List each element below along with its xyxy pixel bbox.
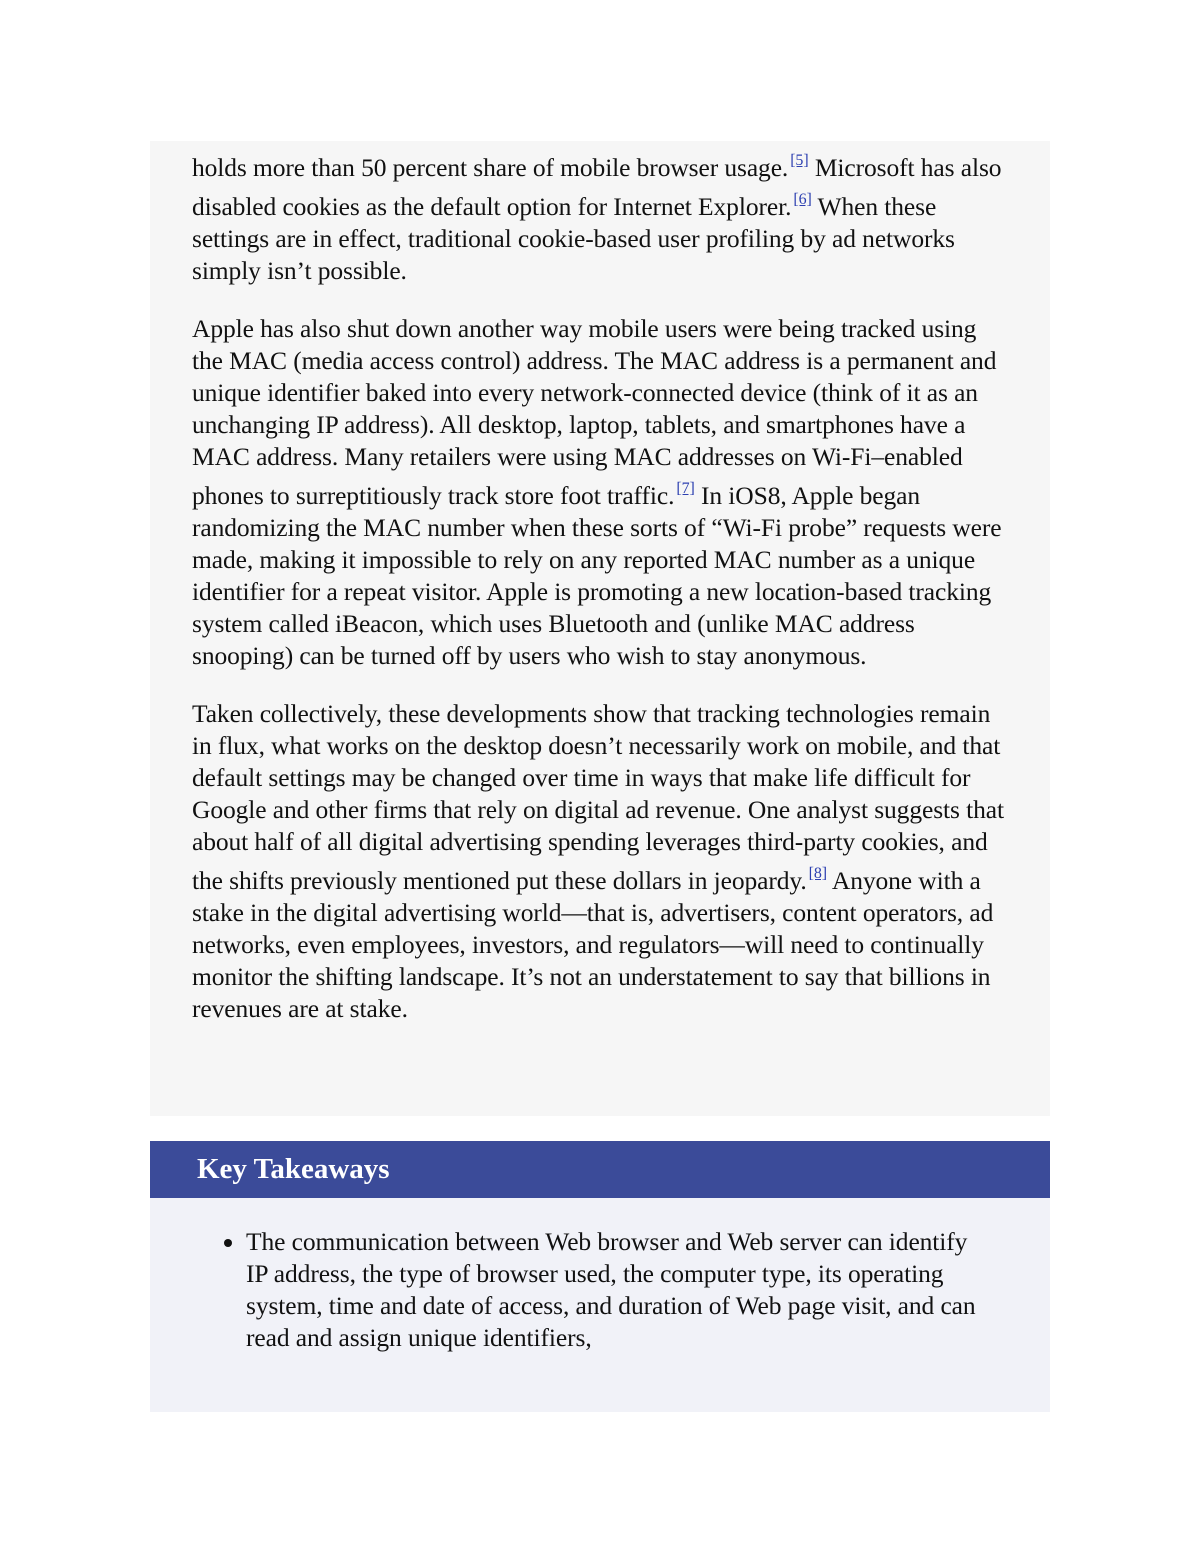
key-takeaways-title: Key Takeaways [197,1153,390,1185]
paragraph-text: Anyone with a stake in the digital advertising world—that is, advertisers, content operators, ad networks, even employees, investors, and regulators—will need to continually monitor the shifting landscape. It’s not an understatement to say that billions in revenues are at stake. [192,866,994,1023]
content-box [150,141,1050,1116]
bullet-icon [224,1239,232,1247]
paragraph-text: In iOS8, Apple began randomizing the MAC number when these sorts of “Wi-Fi probe” requests were made, making it impossible to rely on any reported MAC number as a unique identifier for a repeat visitor. Apple is promoting a new location-based tracking system called iBeacon, which uses Bluetooth and (unlike MAC address snooping) can be turned off by users who wish to stay anonymous. [192,481,1002,670]
paragraph-text: When these settings are in effect, traditional cookie-based user profiling by ad networks simply isn’t possible. [192,192,955,285]
list-item [246,1226,990,1354]
paragraph-text: holds more than 50 percent share of mobile browser usage. [192,153,789,182]
footnote-link-7[interactable]: [7] [676,480,695,497]
footnote-link-5[interactable]: [5] [790,152,809,169]
footnote-link-6[interactable]: [6] [793,191,812,208]
key-takeaways-list [246,1226,990,1354]
paragraph-text: Microsoft has also disabled cookies as the default option for Internet Explorer. [192,153,1002,221]
key-takeaways-header [150,1141,1050,1198]
key-takeaways-body [150,1198,1050,1412]
paragraph-1 [192,145,1010,287]
list-item-text: The communication between Web browser and Web server can identify IP address, the type of browser used, the computer type, its operating system, time and date of access, and duration of Web page visit, and can read and assign unique identifiers, [246,1227,976,1352]
paragraph-3 [192,698,1010,1025]
footnote-link-8[interactable]: [8] [808,865,828,882]
paragraph-text: Apple has also shut down another way mobile users were being tracked using the MAC (media access control) address. The MAC address is a permanent and unique identifier baked into every network-connected device (think of it as an unchanging IP address). All desktop, laptop, tablets, and smartphones have a MAC address. Many retailers were using MAC addresses on Wi-Fi–enabled phones to surreptitiously track store foot traffic. [192,314,997,510]
paragraph-text: Taken collectively, these developments show that tracking technologies remain in flux, what works on the desktop doesn’t necessarily work on mobile, and that default settings may be changed over time in ways that make life difficult for Google and other firms that rely on digital ad revenue. One analyst suggests that about half of all digital advertising spending leverages third-party cookies, and the shifts previously mentioned put these dollars in jeopardy. [192,699,1004,895]
paragraph-2 [192,313,1010,672]
